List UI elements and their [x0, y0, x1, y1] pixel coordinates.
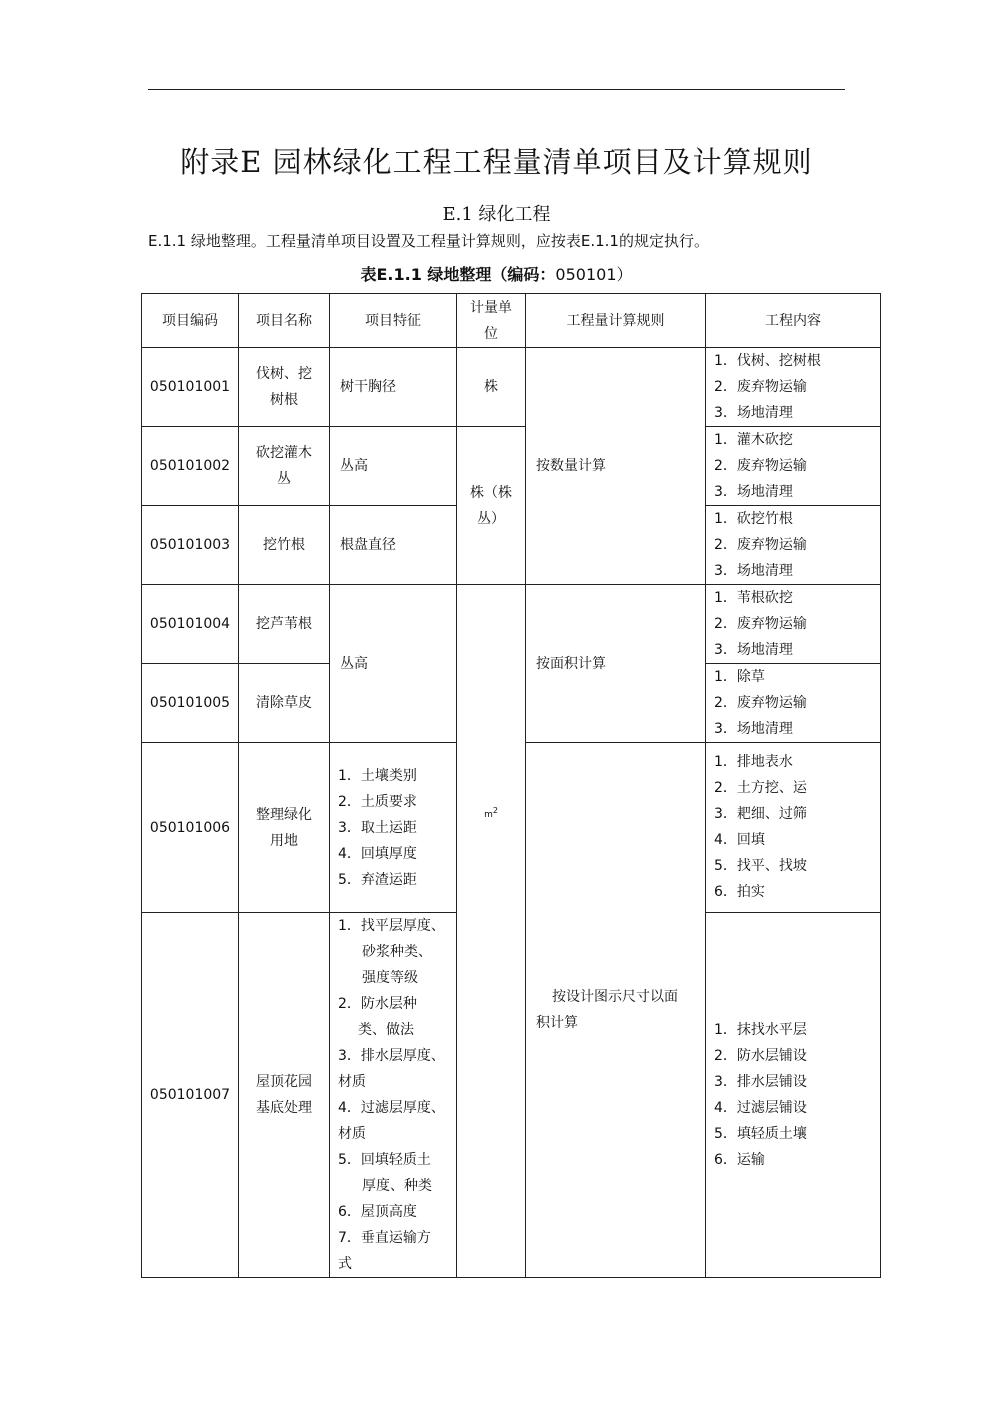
item-rule: 按数量计算 [526, 348, 706, 585]
item-feature: 根盘直径 [330, 506, 457, 585]
item-code: 050101001 [142, 348, 239, 427]
content-line: 3．耙细、过筛 [714, 806, 807, 822]
item-name: 挖芦苇根 [239, 585, 330, 664]
item-content [706, 427, 881, 506]
header-rule [148, 89, 845, 90]
content-line: 5．找平、找坡 [714, 858, 807, 874]
content-line: 3．场地清理 [714, 484, 793, 500]
item-code: 050101006 [142, 743, 239, 913]
feature-line: 3．排水层厚度、 [338, 1048, 445, 1064]
feature-line: 5．回填轻质土 [338, 1152, 431, 1168]
item-content [706, 913, 881, 1278]
feature-line: 类、做法 [358, 1022, 414, 1038]
feature-line: 式 [338, 1256, 352, 1272]
table-row [142, 427, 881, 506]
content-line: 1．苇根砍挖 [714, 590, 793, 606]
feature-line: 2．防水层种 [338, 996, 417, 1012]
item-name: 整理绿化用地 [239, 743, 330, 913]
feature-line: 2．土质要求 [338, 793, 417, 810]
content-line: 2．废弃物运输 [714, 616, 807, 632]
feature-line: 1．找平层厚度、 [338, 918, 445, 934]
content-line: 3．场地清理 [714, 563, 793, 579]
content-line: 2．防水层铺设 [714, 1048, 807, 1064]
table-caption-label: 表E.1.1 绿地整理（编码： [360, 265, 556, 284]
feature-line: 1．土壤类别 [338, 767, 417, 784]
table-caption [0, 262, 993, 285]
item-code: 050101004 [142, 585, 239, 664]
item-name: 清除草皮 [239, 664, 330, 743]
feature-line: 强度等级 [362, 970, 418, 986]
item-code: 050101003 [142, 506, 239, 585]
feature-line: 4．回填厚度 [338, 845, 417, 862]
content-line: 2．废弃物运输 [714, 537, 807, 553]
content-line: 3．场地清理 [714, 405, 793, 421]
feature-line: 砂浆种类、 [362, 944, 432, 960]
content-line: 1．除草 [714, 669, 765, 685]
unit-exponent: 2 [492, 806, 498, 815]
content-line: 6．拍实 [714, 884, 765, 900]
content-line: 1．排地表水 [714, 754, 793, 770]
table-row [142, 348, 881, 427]
feature-line: 厚度、种类 [362, 1178, 432, 1194]
item-code: 050101007 [142, 913, 239, 1278]
section-heading: E.1 绿化工程 [442, 204, 551, 225]
item-name: 屋顶花园基底处理 [239, 913, 330, 1278]
item-feature: 树干胸径 [330, 348, 457, 427]
item-name: 砍挖灌木丛 [239, 427, 330, 506]
item-rule: 按设计图示尺寸以面积计算 [526, 743, 706, 1278]
bill-table [141, 293, 881, 1278]
feature-line: 材质 [338, 1126, 366, 1142]
item-features [330, 913, 457, 1278]
unit-base: m [484, 810, 493, 820]
item-content [706, 585, 881, 664]
item-code: 050101005 [142, 664, 239, 743]
header-code: 项目编码 [142, 294, 239, 348]
item-features [330, 743, 457, 913]
header-unit: 计量单位 [457, 294, 526, 348]
feature-line: 7．垂直运输方 [338, 1230, 431, 1246]
item-unit [457, 585, 526, 1278]
content-line: 1．砍挖竹根 [714, 511, 793, 527]
item-rule: 按面积计算 [526, 585, 706, 743]
item-name: 挖竹根 [239, 506, 330, 585]
content-line: 2．废弃物运输 [714, 379, 807, 395]
item-unit: 株（株丛） [457, 427, 526, 585]
content-line: 1．灌木砍挖 [714, 432, 793, 448]
feature-line: 4．过滤层厚度、 [338, 1100, 445, 1116]
content-line: 3．场地清理 [714, 721, 793, 737]
feature-line: 6．屋顶高度 [338, 1204, 417, 1220]
item-name: 伐树、挖树根 [239, 348, 330, 427]
item-content [706, 506, 881, 585]
feature-line: 材质 [338, 1074, 366, 1090]
page-title: 附录E 园林绿化工程工程量清单项目及计算规则 [180, 145, 813, 179]
content-line: 3．排水层铺设 [714, 1074, 807, 1090]
content-line: 1．伐树、挖树根 [714, 353, 821, 369]
header-rule: 工程量计算规则 [526, 294, 706, 348]
content-line: 2．废弃物运输 [714, 458, 807, 474]
item-unit: 株 [457, 348, 526, 427]
content-line: 4．回填 [714, 832, 765, 848]
content-line: 6．运输 [714, 1152, 765, 1168]
item-content [706, 664, 881, 743]
header-name: 项目名称 [239, 294, 330, 348]
table-caption-code: 050101） [555, 265, 633, 284]
table-header-row [142, 294, 881, 348]
content-line: 2．废弃物运输 [714, 695, 807, 711]
item-content [706, 743, 881, 913]
content-line: 3．场地清理 [714, 642, 793, 658]
item-feature: 丛高 [330, 427, 457, 506]
feature-line: 3．取土运距 [338, 819, 417, 836]
header-feature: 项目特征 [330, 294, 457, 348]
content-line: 2．土方挖、运 [714, 780, 807, 796]
header-content: 工程内容 [706, 294, 881, 348]
item-content [706, 348, 881, 427]
content-line: 4．过滤层铺设 [714, 1100, 807, 1116]
unit-square-meter [484, 806, 498, 820]
item-feature: 丛高 [330, 585, 457, 743]
content-line: 5．填轻质土壤 [714, 1126, 807, 1142]
feature-line: 5．弃渣运距 [338, 871, 417, 888]
content-line: 1．抹找水平层 [714, 1022, 807, 1038]
item-code: 050101002 [142, 427, 239, 506]
intro-paragraph: E.1.1 绿地整理。工程量清单项目设置及工程量计算规则，应按表E.1.1的规定执行。 [148, 232, 709, 250]
table-row [142, 585, 881, 664]
